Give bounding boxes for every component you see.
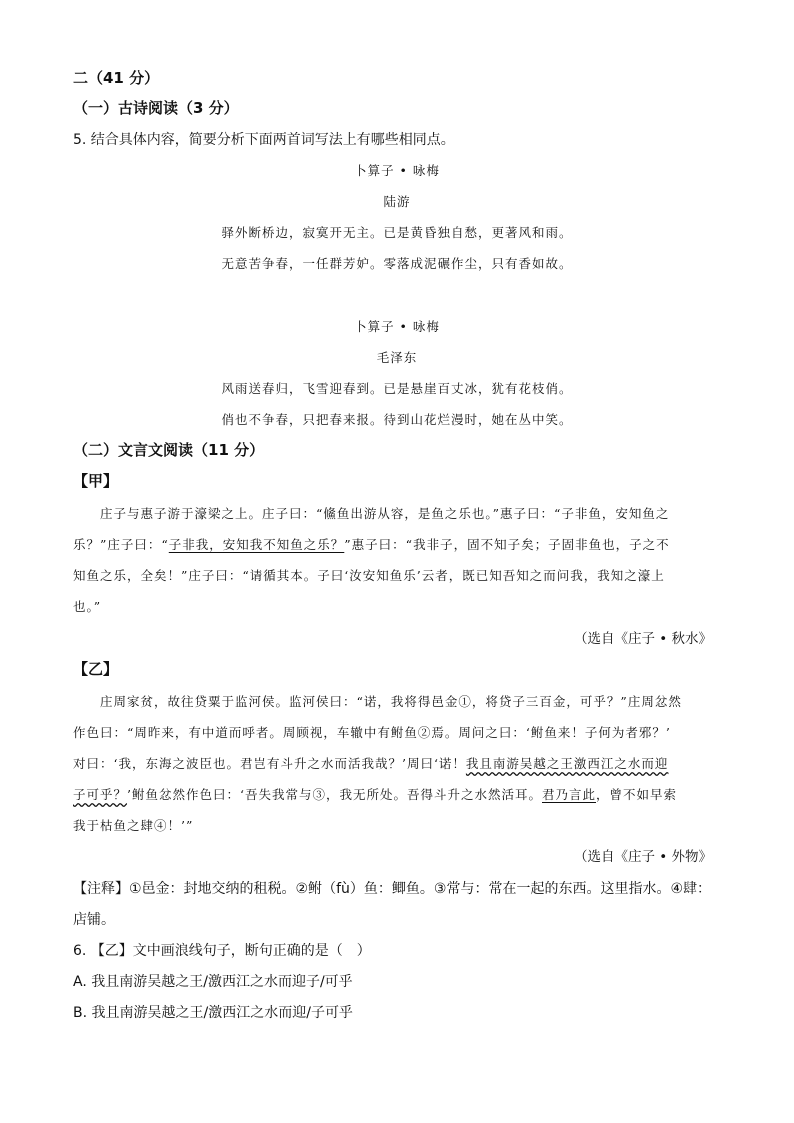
- jia-text-segment: ”惠子曰：“我非子，固不知子矣；子固非鱼也，子之不: [344, 537, 670, 552]
- yi-text-segment: 庄周家贫，故往贷粟于监河侯。监河侯曰：“诺，我将得邑金: [100, 694, 459, 709]
- notes-continued: 店铺。: [73, 912, 115, 928]
- yi-text-line: [100, 693, 682, 711]
- jia-text-line: 知鱼之乐，全矣！”庄子曰：“请循其本。子曰‘汝安知鱼乐’云者，既已知吾知之而问我，我知之濠上: [73, 568, 665, 583]
- question-6: 6. 【乙】文中画浪线句子，断句正确的是（ ）: [73, 943, 371, 959]
- yi-text-line: [73, 786, 677, 804]
- jia-text-line: [73, 536, 670, 554]
- part2-title: （二）文言文阅读（11 分）: [73, 441, 265, 459]
- yi-text-line: [73, 724, 671, 742]
- note-marker: ④: [154, 818, 168, 833]
- jia-text-segment: 乐？”庄子曰：“: [73, 537, 169, 552]
- yi-text-segment: 焉。周问之曰：‘鲋鱼来！子何为者邪？’: [431, 725, 671, 740]
- poem1-line: 无意苦争春，一任群芳妒。零落成泥碾作尘，只有香如故。: [221, 256, 573, 271]
- section-title: 二（41 分）: [73, 69, 160, 87]
- jia-text-line: 庄子与惠子游于濠梁之上。庄子曰：“鯈鱼出游从容，是鱼之乐也。”惠子曰：“子非鱼，安知鱼之: [100, 506, 670, 521]
- poem2-author: 毛泽东: [376, 350, 418, 365]
- yi-wavy-sentence: 子可乎？: [73, 787, 128, 802]
- poem1-line: 驿外断桥边，寂寞开无主。已是黄昏独自愁，更著风和雨。: [221, 225, 573, 240]
- jia-label: 【甲】: [73, 472, 119, 490]
- jia-underlined-sentence: 子非我，安知我不知鱼之乐？: [168, 537, 345, 552]
- yi-label: 【乙】: [73, 660, 119, 678]
- yi-text-segment: ’鲋鱼忿然作色曰：‘吾失我常与: [127, 787, 313, 802]
- note-marker: ③: [312, 787, 326, 802]
- jia-source: （选自《庄子 • 秋水》: [573, 631, 712, 647]
- yi-underlined-phrase: 君乃言此: [542, 787, 597, 802]
- yi-text-segment: 我于枯鱼之肆: [73, 818, 155, 833]
- yi-text-line: [73, 755, 668, 773]
- yi-text-segment: ！’”: [167, 818, 194, 833]
- yi-wavy-sentence: 我且南游吴越之王激西江之水而迎: [465, 756, 669, 771]
- option-b: B. 我且南游吴越之王/激西江之水而迎/子可乎: [73, 1005, 353, 1021]
- poem1-title: 卜算子 • 咏梅: [354, 163, 440, 178]
- note-marker: ①: [458, 694, 472, 709]
- poem2-line: 俏也不争春，只把春来报。待到山花烂漫时，她在丛中笑。: [221, 412, 573, 427]
- yi-text-segment: ，我无所处。吾得斗升之水然活耳。: [325, 787, 542, 802]
- part1-title: （一）古诗阅读（3 分）: [73, 99, 239, 117]
- yi-source: （选自《庄子 • 外物》: [573, 849, 712, 865]
- option-a: A. 我且南游吴越之王/激西江之水而迎子/可乎: [73, 974, 353, 990]
- yi-text-segment: ，将贷子三百金，可乎？”庄周忿然: [471, 694, 682, 709]
- yi-text-segment: 对曰：‘我，东海之波臣也。君岂有斗升之水而活我哉？’周曰‘诺！: [73, 756, 466, 771]
- question-5: 5. 结合具体内容，简要分析下面两首词写法上有哪些相同点。: [73, 132, 455, 148]
- poem2-title: 卜算子 • 咏梅: [354, 319, 440, 334]
- poem2-line: 风雨送春归，飞雪迎春到。已是悬崖百丈冰，犹有花枝俏。: [221, 381, 573, 396]
- yi-text-line: [73, 817, 193, 835]
- yi-text-segment: ，曾不如早索: [596, 787, 678, 802]
- jia-text-line: 也。”: [73, 599, 102, 614]
- notes: 【注释】①邑金：封地交纳的租税。②鲋（fù）鱼：鲫鱼。③常与：常在一起的东西。这里指水。④肆：: [73, 881, 712, 897]
- note-marker: ②: [417, 725, 432, 740]
- yi-text-segment: 作色曰：“周昨来，有中道而呼者。周顾视，车辙中有鲋鱼: [73, 725, 418, 740]
- poem1-author: 陆游: [383, 194, 411, 209]
